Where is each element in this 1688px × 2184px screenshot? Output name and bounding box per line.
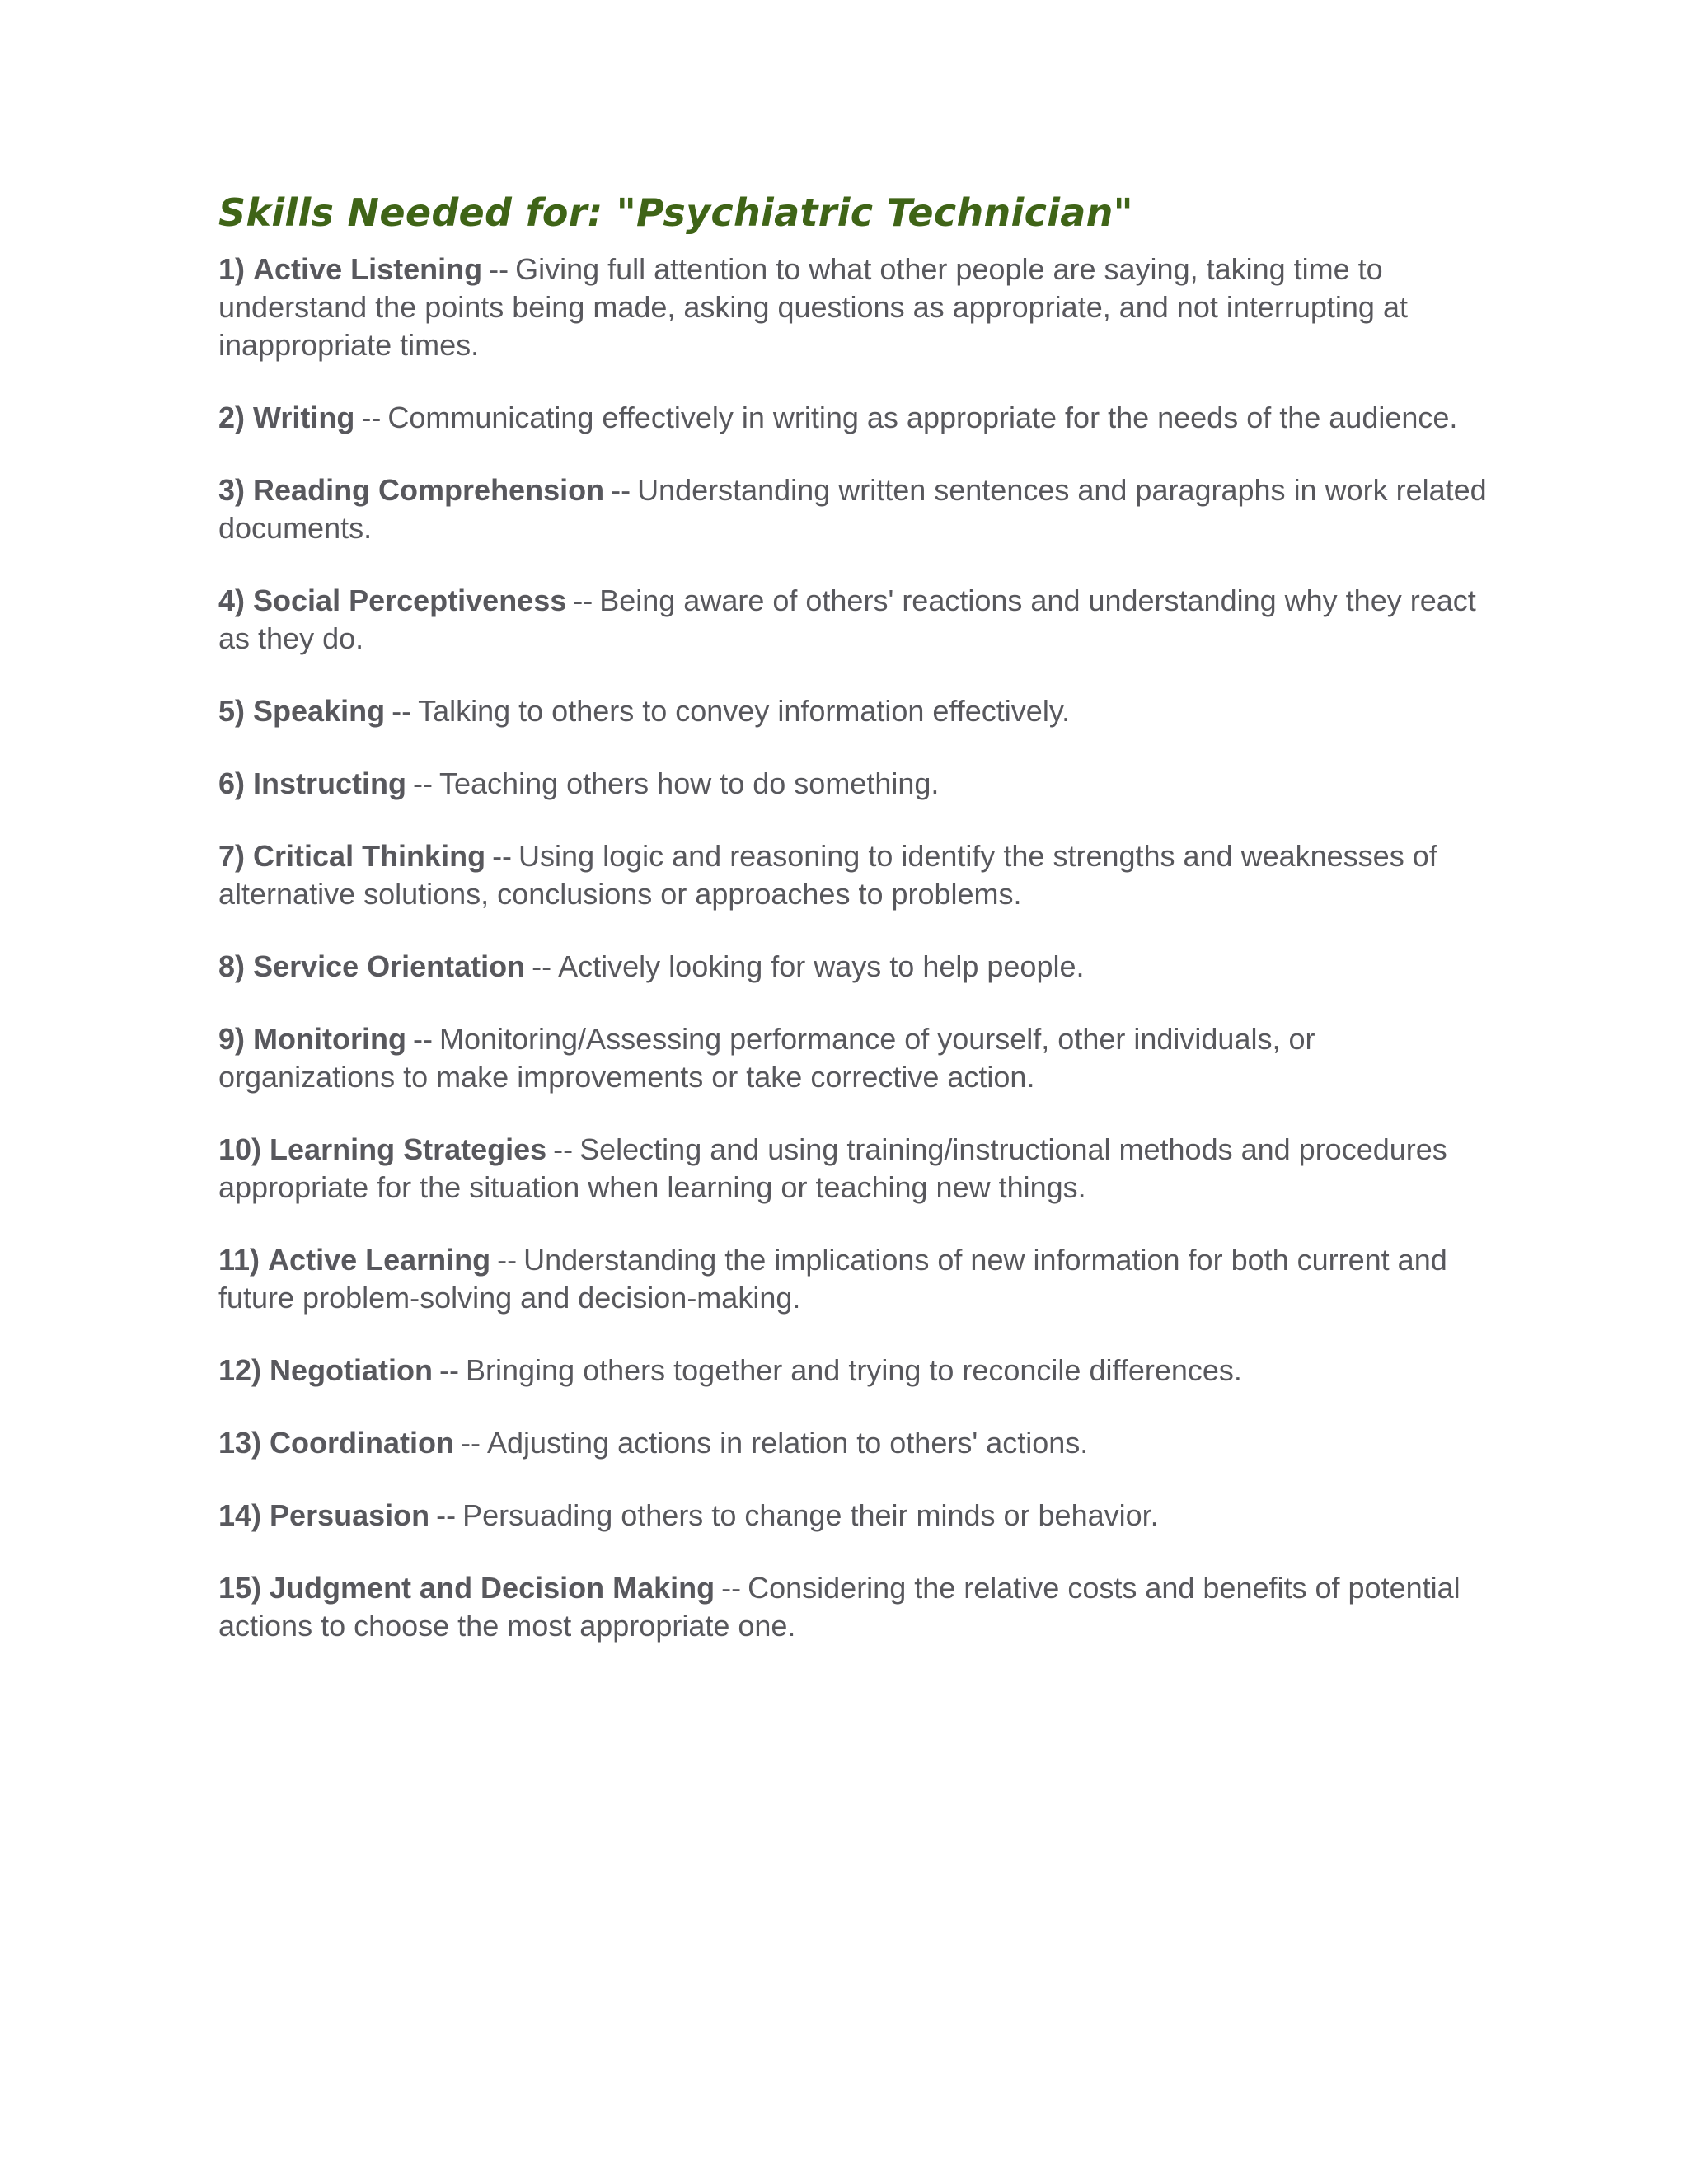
skill-description: Using logic and reasoning to identify the strengths and weaknesses of alternative solutions, conclusions or approaches to problems. — [218, 839, 1437, 911]
skill-number: 14) — [218, 1498, 262, 1532]
skill-name: Instructing — [253, 766, 407, 800]
skill-separator: -- — [361, 401, 382, 434]
skill-number: 12) — [218, 1353, 262, 1387]
skill-name: Active Learning — [268, 1243, 491, 1277]
skill-item-7 — [218, 837, 1488, 913]
skill-separator: -- — [489, 252, 509, 286]
skill-number: 7) — [218, 839, 246, 873]
skill-separator: -- — [436, 1498, 457, 1532]
skill-separator: -- — [497, 1243, 518, 1277]
page-title: Skills Needed for: "Psychiatric Technician" — [218, 190, 1133, 235]
skill-name: Social Perceptiveness — [253, 583, 567, 617]
skill-separator: -- — [392, 694, 412, 728]
skill-description: Being aware of others' reactions and understanding why they react as they do. — [218, 583, 1476, 655]
skill-description: Considering the relative costs and benefits of potential actions to choose the most appropriate one. — [218, 1571, 1461, 1643]
skill-name: Speaking — [253, 694, 386, 728]
skill-description: Monitoring/Assessing performance of yourself, other individuals, or organizations to make improvements or take corrective action. — [218, 1022, 1315, 1094]
skill-number: 4) — [218, 583, 246, 617]
skill-number: 5) — [218, 694, 246, 728]
skill-separator: -- — [721, 1571, 742, 1605]
skill-number: 11) — [218, 1243, 260, 1277]
skill-separator: -- — [532, 949, 552, 983]
skill-name: Writing — [253, 401, 355, 434]
skill-number: 2) — [218, 401, 246, 434]
skill-name: Persuasion — [270, 1498, 430, 1532]
skill-description: Talking to others to convey information effectively. — [418, 694, 1071, 728]
skill-description: Giving full attention to what other people are saying, taking time to understand the points being made, asking questions as appropriate, and not interrupting at inappropriate times. — [218, 252, 1408, 362]
skill-name: Monitoring — [253, 1022, 406, 1056]
skill-separator: -- — [492, 839, 513, 873]
skill-item-14 — [218, 1497, 1488, 1535]
skill-item-15 — [218, 1569, 1488, 1645]
skill-description: Actively looking for ways to help people. — [558, 949, 1085, 983]
skill-name: Active Listening — [253, 252, 483, 286]
skill-description: Teaching others how to do something. — [439, 766, 940, 800]
skill-item-2 — [218, 399, 1488, 437]
skill-separator: -- — [573, 583, 593, 617]
skill-name: Reading Comprehension — [253, 473, 605, 507]
skill-number: 3) — [218, 473, 246, 507]
document-page — [218, 190, 1488, 1680]
skill-description: Selecting and using training/instructional methods and procedures appropriate for the situation when learning or teaching new things. — [218, 1132, 1447, 1204]
skill-number: 1) — [218, 252, 246, 286]
skill-number: 15) — [218, 1571, 262, 1605]
skill-item-10 — [218, 1131, 1488, 1207]
skill-item-5 — [218, 692, 1488, 730]
skill-separator: -- — [412, 1022, 433, 1056]
skill-description: Understanding written sentences and paragraphs in work related documents. — [218, 473, 1487, 545]
skill-separator: -- — [611, 473, 631, 507]
skill-item-11 — [218, 1241, 1488, 1317]
skill-number: 13) — [218, 1426, 262, 1460]
skill-name: Service Orientation — [253, 949, 526, 983]
skill-item-9 — [218, 1020, 1488, 1096]
skill-description: Adjusting actions in relation to others' actions. — [487, 1426, 1089, 1460]
skill-item-6 — [218, 765, 1488, 803]
skill-item-8 — [218, 948, 1488, 986]
skill-description: Communicating effectively in writing as appropriate for the needs of the audience. — [387, 401, 1458, 434]
skill-name: Judgment and Decision Making — [270, 1571, 715, 1605]
skill-description: Bringing others together and trying to reconcile differences. — [466, 1353, 1242, 1387]
skill-number: 6) — [218, 766, 246, 800]
skill-separator: -- — [461, 1426, 481, 1460]
skill-name: Learning Strategies — [270, 1132, 547, 1166]
skill-item-4 — [218, 582, 1488, 658]
skill-separator: -- — [439, 1353, 460, 1387]
skill-description: Understanding the implications of new information for both current and future problem-solving and decision-making. — [218, 1243, 1447, 1315]
skill-name: Coordination — [270, 1426, 455, 1460]
skill-name: Critical Thinking — [253, 839, 486, 873]
skill-name: Negotiation — [270, 1353, 434, 1387]
skill-item-13 — [218, 1424, 1488, 1462]
skill-number: 8) — [218, 949, 246, 983]
skill-description: Persuading others to change their minds or behavior. — [462, 1498, 1159, 1532]
skill-separator: -- — [553, 1132, 574, 1166]
skill-item-12 — [218, 1352, 1488, 1390]
skills-list — [218, 251, 1488, 1645]
skill-item-1 — [218, 251, 1488, 364]
skill-number: 9) — [218, 1022, 246, 1056]
skill-number: 10) — [218, 1132, 262, 1166]
skill-item-3 — [218, 471, 1488, 547]
skill-separator: -- — [413, 766, 434, 800]
